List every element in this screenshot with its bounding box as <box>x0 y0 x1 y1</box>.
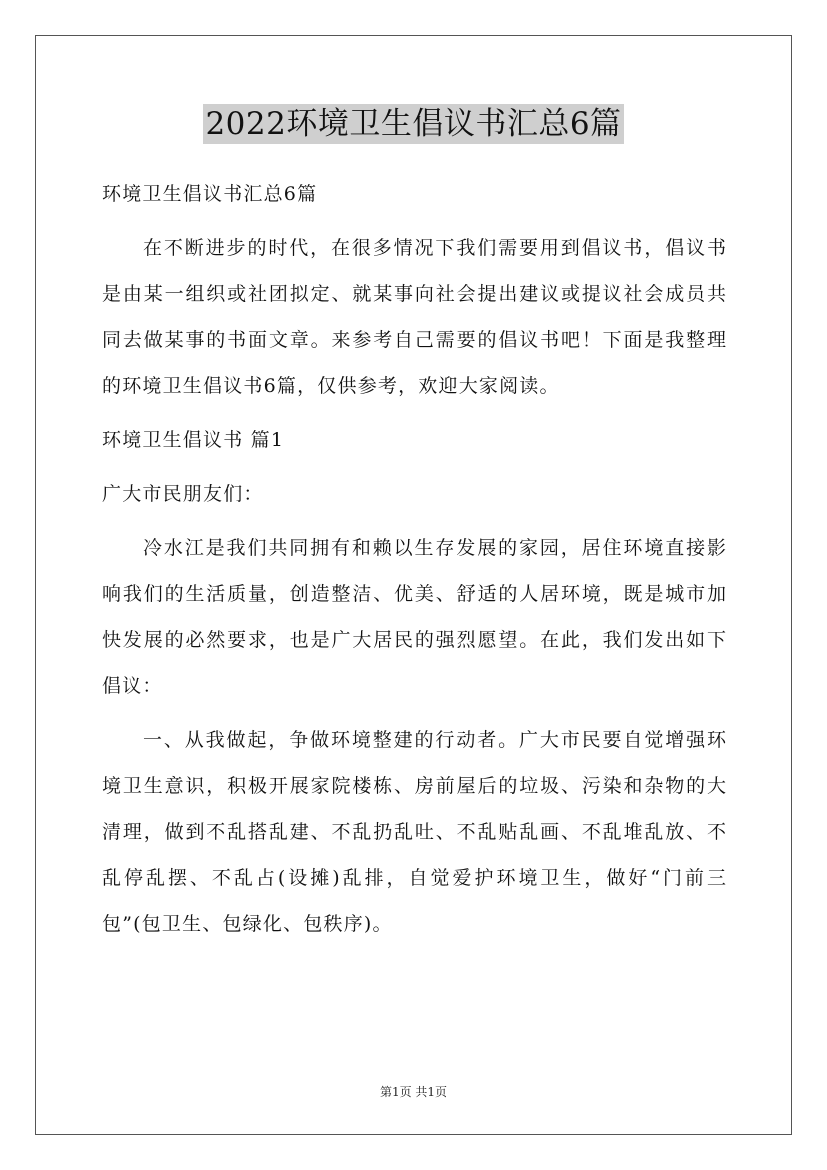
document-body <box>102 176 726 952</box>
document-title: 2022环境卫生倡议书汇总6篇 <box>205 106 622 142</box>
document-subtitle: 环境卫生倡议书汇总6篇 <box>102 183 318 205</box>
paragraph-line: 的环境卫生倡议书6篇，仅供参考，欢迎大家阅读。 <box>102 375 560 397</box>
paragraph-line: 同去做某事的书面文章。来参考自己需要的倡议书吧！下面是我整理 <box>102 329 726 351</box>
paragraph-line: 是由某一组织或社团拟定、就某事向社会提出建议或提议社会成员共 <box>102 283 726 305</box>
paragraph-line: 倡议： <box>102 675 163 697</box>
paragraph-line: 冷水江是我们共同拥有和赖以生存发展的家园，居住环境直接影 <box>143 537 726 559</box>
page-number: 第1页 共1页 <box>379 1085 448 1099</box>
title-container <box>0 104 827 144</box>
paragraph-line: 境卫生意识，积极开展家院楼栋、房前屋后的垃圾、污染和杂物的大 <box>102 775 726 797</box>
paragraph-line: 清理，做到不乱搭乱建、不乱扔乱吐、不乱贴乱画、不乱堆乱放、不 <box>102 821 726 843</box>
paragraph-line: 一、从我做起，争做环境整建的行动者。广大市民要自觉增强环 <box>143 729 726 751</box>
paragraph-line: 响我们的生活质量，创造整洁、优美、舒适的人居环境，既是城市加 <box>102 583 726 605</box>
paragraph-line: 乱停乱摆、不乱占(设摊)乱排，自觉爱护环境卫生，做好“门前三 <box>102 867 726 889</box>
salutation: 广大市民朋友们： <box>102 483 264 505</box>
paragraph-line: 快发展的必然要求，也是广大居民的强烈愿望。在此，我们发出如下 <box>102 629 726 651</box>
section-heading: 环境卫生倡议书 篇1 <box>102 429 285 451</box>
paragraph-line: 包”(包卫生、包绿化、包秩序)。 <box>102 913 393 935</box>
paragraph-line: 在不断进步的时代，在很多情况下我们需要用到倡议书，倡议书 <box>143 237 726 259</box>
